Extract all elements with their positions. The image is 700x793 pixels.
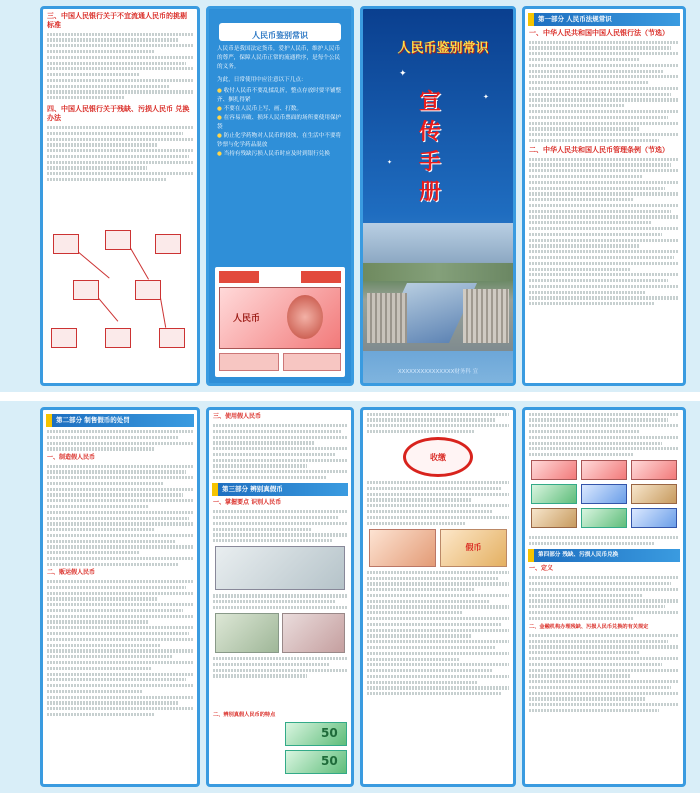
security-thread-photos — [215, 613, 345, 653]
knowledge-title-box — [219, 23, 341, 41]
bill-100-label: 人民币 — [233, 314, 261, 324]
panel-criteria — [40, 6, 200, 386]
panel-laws — [522, 6, 686, 386]
bill-50-samples — [285, 722, 347, 776]
tip-item: ● 在容易弄破、损坏人民币票面的场所要使用保护袋 — [217, 115, 342, 130]
tip-item: ● 收付人民币不要乱揉乱折，整点存放时要平铺整齐、捆扎得紧 — [217, 88, 342, 103]
banknote-series-grid — [531, 460, 677, 532]
section-unfit-criteria: 三、中国人民银行关于不宜流通人民币的挑剔标准 — [47, 12, 187, 29]
panel-exchange — [522, 407, 686, 787]
banknote-illustration — [215, 267, 345, 377]
portrait-circle — [287, 295, 323, 339]
tip-item: ● 当持有残缺污损人民币时应及时到银行兑换 — [217, 151, 330, 157]
sub-counterfeiting: 一、制造假人民币 — [47, 453, 96, 461]
brochure-inner-sheet — [0, 401, 700, 793]
part3-header: 第三部分 辨别真假币 — [212, 483, 348, 496]
panel-basic-knowledge — [206, 6, 354, 386]
fragment-diagrams — [43, 224, 197, 384]
seal-photo — [403, 437, 473, 477]
seal-text: 收缴 — [430, 453, 446, 463]
cover-footer: XXXXXXXXXXXXXXX财务科 宣 — [397, 369, 479, 375]
knowledge-tips — [217, 87, 343, 159]
bullet-icon: ● — [217, 151, 224, 157]
watermark-photo — [215, 546, 345, 590]
bullet-icon: ● — [217, 88, 224, 94]
law-pboc-section: 一、中华人民共和国中国人民银行法（节选） — [529, 29, 669, 37]
bullet-icon: ● — [217, 115, 224, 121]
panel-cover — [360, 6, 516, 386]
section-exchange-rules: 四、中国人民银行关于残缺、污损人民币 兑换办法 — [47, 105, 190, 123]
sparkle-icon: ✦ — [387, 159, 393, 166]
brochure-outer-sheet — [0, 0, 700, 392]
bill-50-label: 50 — [321, 726, 338, 740]
fake-label: 假币 — [465, 542, 482, 552]
sub-using-fake: 三、使用假人民币 — [213, 413, 262, 420]
part2-header: 第二部分 制售假币的处罚 — [46, 414, 194, 427]
bullet-icon: ● — [217, 106, 224, 112]
sparkle-icon: ✦ — [399, 69, 407, 79]
panel-identify — [206, 407, 354, 787]
tip-item: ● 防止化学药物对人民币的侵蚀，在生活中不要将钞票与化学药品混放 — [217, 133, 342, 148]
knowledge-lead: 为此，日常使用中应注意以下几点： — [217, 77, 307, 83]
cover-title: 人民币鉴别常识 — [397, 41, 489, 56]
knowledge-title: 人民币鉴别常识 — [252, 31, 308, 40]
sub-definition: 一、定义 — [529, 565, 554, 573]
knowledge-intro: 人民币是我国法定货币，爱护人民币，维护人民币的尊严，保障人民币正常的流通秩序，是每个公民的义务。 — [217, 46, 341, 70]
sub-key-points: 一、掌握要点 识别人民币 — [213, 499, 282, 507]
bill-50-label: 50 — [321, 754, 338, 768]
cityscape-photo — [363, 223, 513, 351]
sub-trafficking: 二、贩运假人民币 — [47, 569, 96, 576]
panel-features — [360, 407, 516, 787]
sub-exchange-rules: 二、金融机构办理残缺、污损人民币兑换的有关规定 — [529, 623, 649, 630]
part4-header: 第四部分 残缺、污损人民币兑换 — [528, 549, 680, 562]
fake-bill-photos — [369, 529, 507, 567]
law-rmb-section: 二、中华人民共和国人民币管理条例（节选） — [529, 146, 669, 155]
part1-header: 第一部分 人民币法规常识 — [528, 13, 680, 26]
bullet-icon: ● — [217, 133, 224, 139]
tip-item: ● 不要在人民币上写、画、打数。 — [217, 106, 302, 112]
panel-penalties — [40, 407, 200, 787]
cover-main-title: 宣 传 手 册 — [419, 89, 442, 205]
sub-distinguish: 二、辨别真假人民币的特点 — [213, 712, 276, 718]
sparkle-icon: ✦ — [483, 93, 489, 101]
